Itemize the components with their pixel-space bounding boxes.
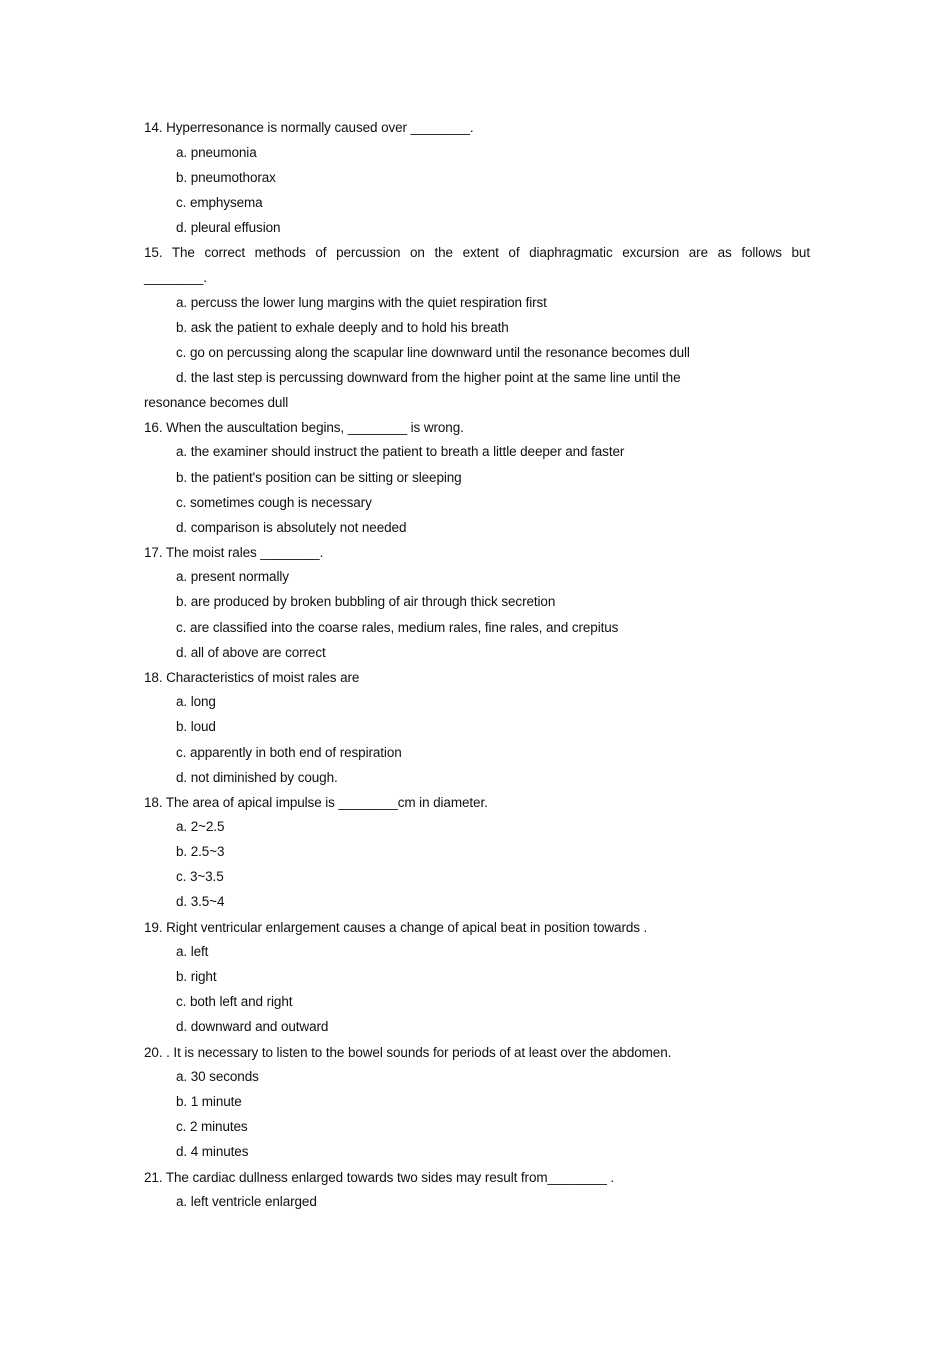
question-stem: 21. The cardiac dullness enlarged towards two sides may result from________ .: [144, 1170, 615, 1185]
question-stem: 19. Right ventricular enlargement causes a change of apical beat in position towards .: [144, 920, 648, 935]
option-d: d. comparison is absolutely not needed: [176, 520, 407, 535]
question-stem: 18. Characteristics of moist rales are: [144, 670, 360, 685]
option-a: a. left ventricle enlarged: [176, 1194, 317, 1209]
option-c: c. go on percussing along the scapular line downward until the resonance becomes dull: [176, 345, 690, 360]
question-stem: 14. Hyperresonance is normally caused over ________.: [144, 120, 474, 135]
option-c: c. 2 minutes: [176, 1119, 248, 1134]
option-d: d. the last step is percussing downward from the higher point at the same line until the: [176, 370, 681, 385]
option-b: b. ask the patient to exhale deeply and to hold his breath: [176, 320, 509, 335]
option-d: d. pleural effusion: [176, 220, 281, 235]
option-d: d. not diminished by cough.: [176, 770, 338, 785]
question-stem: 18. The area of apical impulse is ________cm in diameter.: [144, 795, 488, 810]
option-b: b. right: [176, 969, 217, 984]
question-stem: 16. When the auscultation begins, ________ is wrong.: [144, 420, 464, 435]
option-d: d. 4 minutes: [176, 1144, 249, 1159]
option-c: c. sometimes cough is necessary: [176, 495, 372, 510]
option-c: c. 3~3.5: [176, 869, 224, 884]
option-a: a. pneumonia: [176, 145, 257, 160]
question-stem-continuation: ________.: [144, 270, 207, 285]
question-stem: 20. . It is necessary to listen to the bowel sounds for periods of at least over the abdomen.: [144, 1045, 672, 1060]
question-stem: 15. The correct methods of percussion on the extent of diaphragmatic excursion are as follows but: [144, 245, 810, 260]
option-d: d. downward and outward: [176, 1019, 329, 1034]
option-d: d. 3.5~4: [176, 894, 225, 909]
option-a: a. left: [176, 944, 209, 959]
option-b: b. pneumothorax: [176, 170, 276, 185]
option-a: a. long: [176, 694, 216, 709]
option-b: b. the patient's position can be sitting or sleeping: [176, 470, 462, 485]
option-b: b. 1 minute: [176, 1094, 242, 1109]
option-a: a. 2~2.5: [176, 819, 225, 834]
option-b: b. loud: [176, 719, 216, 734]
option-a: a. percuss the lower lung margins with the quiet respiration first: [176, 295, 547, 310]
option-a: a. the examiner should instruct the patient to breath a little deeper and faster: [176, 444, 625, 459]
option-d-continuation: resonance becomes dull: [144, 395, 289, 410]
option-c: c. both left and right: [176, 994, 293, 1009]
option-c: c. apparently in both end of respiration: [176, 745, 402, 760]
option-a: a. 30 seconds: [176, 1069, 259, 1084]
option-c: c. emphysema: [176, 195, 263, 210]
option-a: a. present normally: [176, 569, 289, 584]
option-b: b. are produced by broken bubbling of air through thick secretion: [176, 594, 556, 609]
question-stem: 17. The moist rales ________.: [144, 545, 324, 560]
option-c: c. are classified into the coarse rales, medium rales, fine rales, and crepitus: [176, 620, 619, 635]
option-d: d. all of above are correct: [176, 645, 326, 660]
option-b: b. 2.5~3: [176, 844, 225, 859]
